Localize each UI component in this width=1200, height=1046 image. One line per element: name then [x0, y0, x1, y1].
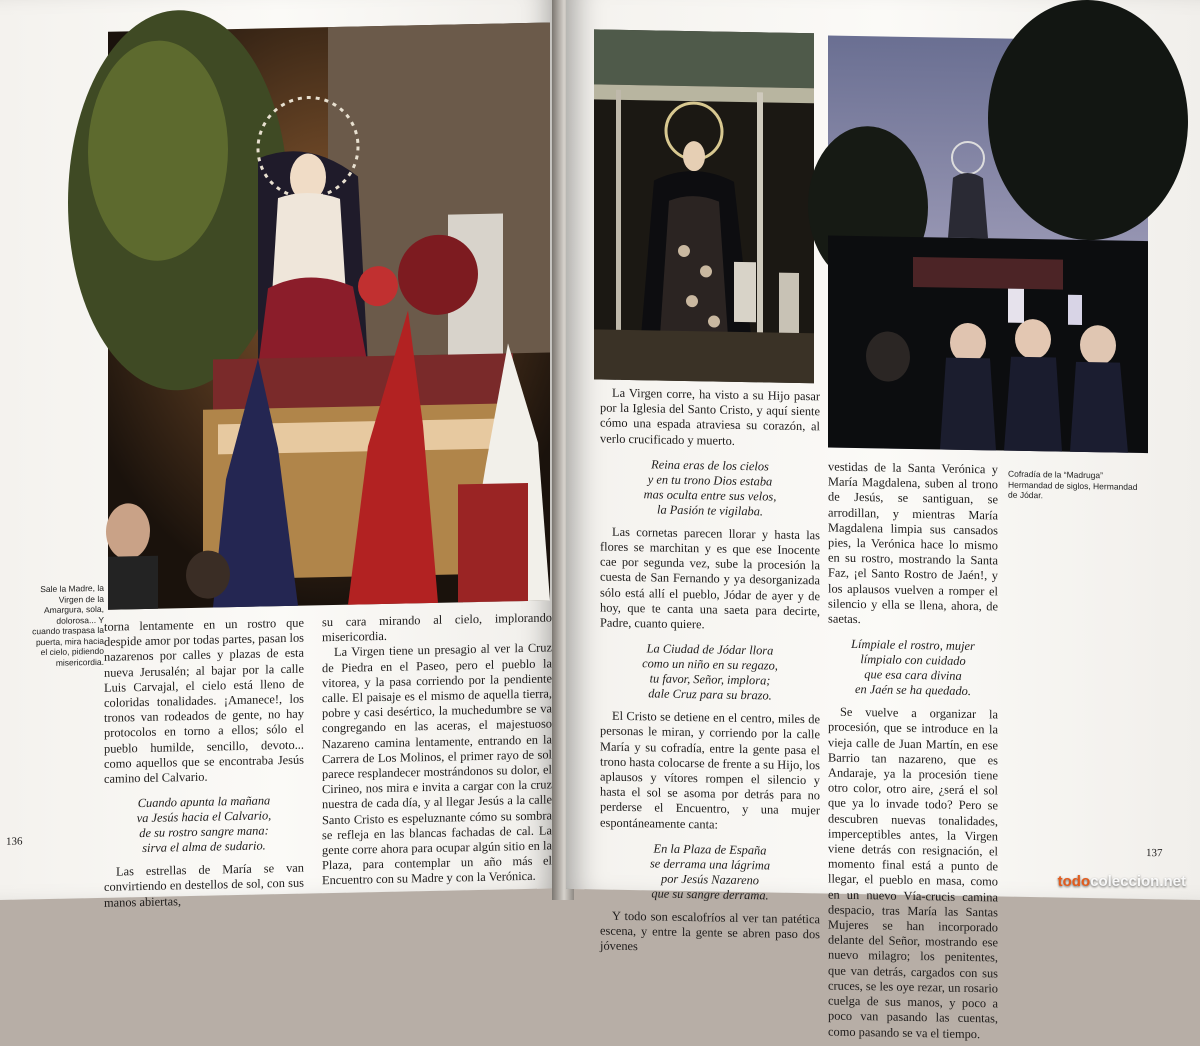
- verse-line: Cuando apunta la mañana: [137, 793, 271, 811]
- verse-line: la Pasión te vigilaba.: [657, 502, 763, 519]
- paragraph: torna lentamente en un rostro que despide amor por todas partes, pasan los nazarenos por calles y plazas de esta nueva Jerusalén; al bajar por la calle Luis Carvajal, el cielo está lleno de coloridas tonalidades. ¡Amanece!, los tronos van rodeados de gente, no hay protocolos en torno a ellos; sólo el pueblo humilde, sencillo, devoto... como aquellos que se encontraba Jesús camino del Calvario.: [104, 615, 304, 786]
- verse-line: en Jaén se ha quedado.: [855, 682, 971, 699]
- paragraph: Las cornetas parecen llorar y hasta las flores se marchitan y es que ese Inocente cae por segunda vez, sube la procesión la cuesta de San Fernando y ya desorganizada sólo está allí el pueblo, Jódar de ayer y de hoy, que te canta una saeta para decirte, Padre, cuanto quiere.: [600, 524, 820, 632]
- text-column-1: [600, 386, 820, 958]
- watermark-brand: todo: [1057, 873, 1091, 890]
- photo-cofradia-madruga: [828, 36, 1148, 454]
- cofradia-photo: [828, 36, 1148, 454]
- photo-virgen-throne: [594, 29, 814, 383]
- right-page: [566, 0, 1200, 1041]
- verse-line: tu favor, Señor, implora;: [649, 671, 771, 688]
- verse-line: que esa cara divina: [864, 667, 962, 684]
- site-watermark: [1058, 873, 1186, 890]
- verse-line: En la Plaza de España: [653, 841, 767, 858]
- verse-line: que su sangre derrama.: [651, 886, 769, 903]
- verse: [600, 641, 820, 705]
- verse-line: La Ciudad de Jódar llora: [646, 641, 774, 658]
- verse-line: límpialo con cuidado: [860, 652, 966, 669]
- paragraph: Y todo son escalofríos al ver tan patética escena, y entre la gente se abren paso dos jóvenes: [600, 908, 820, 954]
- watermark-tld: .net: [1159, 873, 1186, 890]
- verse-line: Límpiale el rostro, mujer: [851, 637, 975, 654]
- verse-line: y en tu trono Dios estaba: [647, 472, 773, 489]
- verse-line: sirva el alma de sudario.: [142, 838, 266, 856]
- paragraph: su cara mirando al cielo, implorando misericordia.: [322, 610, 552, 645]
- text-column-2: [828, 460, 998, 1043]
- paragraph: Las estrellas de María se van convirtiendo en destellos de sol, con sus manos abiertas,: [104, 860, 304, 910]
- verse-line: dale Cruz para su brazo.: [648, 686, 772, 703]
- paragraph: La Virgen tiene un presagio al ver la Cruz de Piedra en el Paseo, pero el pueblo la vitorea, y la pasa corriendo por la pendiente calle. El paisaje es el mismo de aquella tierra, pobre y casi desértico, la muchedumbre se va congregando en las aceras, el majestuoso Nazareno camina lentamente, entrando en la Carrera de Los Molinos, el primer rayo de sol parece resplandecer mostrándonos su dolor, el Cirineo, nos mira e invita a cargar con la cruz nuestra de cada día, y al llegar Jesús a la calle Santo Cristo es espeluznante cómo su sombra se refleja en las blancas fachadas de cal. La gente corre ahora para ocupar algún sitio en la Plaza, para contemplar un año más el Encuentro con su Madre y con la Verónica.: [322, 640, 552, 888]
- verse: [600, 456, 820, 520]
- left-page: [0, 0, 560, 910]
- paragraph: vestidas de la Santa Verónica y María Magdalena, suben al trono de Jesús, se santiguan, se arrodillan, y mientras María Magdalena limpia sus cansados pies, la Verónica hace lo mismo en su rostro, mostrando la Santa Faz, ¡el Santo Rostro de Jaén!, y los aplausos vuelven a romper el silencio y ella se llena, ahora, de saetas.: [828, 459, 998, 627]
- verse-line: por Jesús Nazareno: [661, 871, 759, 888]
- verse-line: como un niño en su regazo,: [642, 656, 778, 673]
- verse: [828, 637, 998, 700]
- photo-caption-right: Cofradía de la “Madruga” Hermandad de siglos, Hermandad de Jódar.: [1008, 468, 1138, 501]
- verse-line: mas oculta entre sus velos,: [643, 487, 777, 504]
- verse-line: Reina eras de los cielos: [651, 457, 769, 474]
- paragraph: Se vuelve a organizar la procesión, que se introduce en la vieja calle de Juan Martín, en ese Barrio tan nazareno, que es Andaraje, ya la procesión tiene otro color, otro aire, ¿será el sol que ya lo invade todo? Pero se descubren nuevas tonalidades, imperceptibles antes, la Virgen viene detrás con resignación, el momento final está a punto de llegar, el pueblo en masa, como en un nuevo Vía-crucis camina despacio, tras María las Santas Mujeres se han incorporado delante del Señor, mostrando ese nuevo milagro; los penitentes, que van detrás, cargados con sus cruces, se les oye rezar, un rosario cuelga de sus manos, y poco a poco van pasando las cuentas, como pasando se va el tiempo.: [828, 704, 998, 1041]
- procession-photo-left: [108, 22, 550, 609]
- paragraph: La Virgen corre, ha visto a su Hijo pasar por la Iglesia del Santo Cristo, y aquí siente cómo una espada atraviesa su corazón, al verlo crucificado y muerto.: [600, 385, 820, 448]
- paragraph: El Cristo se detiene en el centro, miles de personas le miran, y corriendo por la calle María y su cofradía, entre la gente pasa el trono hasta colocarse de frente a su Hijo, los aplausos y vítores rompen el silencio y hasta el sol se asoma por detrás para no perderse el Encuentro, y una mujer espontáneamente canta:: [600, 708, 820, 832]
- text-column-2: [322, 610, 552, 888]
- virgin-throne-photo: [594, 29, 814, 383]
- photo-caption-left: Sale la Madre, la Virgen de la Amargura, sola, dolorosa... Y cuando traspasa la puerta, mira hacia el cielo, pidiendo misericordia.: [32, 582, 104, 668]
- verse-line: de su rostro sangre mana:: [139, 823, 269, 841]
- verse: [104, 793, 304, 857]
- page-number-left: 136: [6, 835, 23, 848]
- verse: [600, 840, 820, 904]
- watermark-suffix: coleccion: [1090, 873, 1160, 890]
- photo-virgen-amargura: [108, 22, 550, 609]
- verse-line: se derrama una lágrima: [649, 856, 771, 873]
- page-number-right: 137: [1146, 847, 1163, 860]
- verse-line: va Jesús hacia el Calvario,: [136, 808, 272, 826]
- text-column-1: [104, 616, 304, 911]
